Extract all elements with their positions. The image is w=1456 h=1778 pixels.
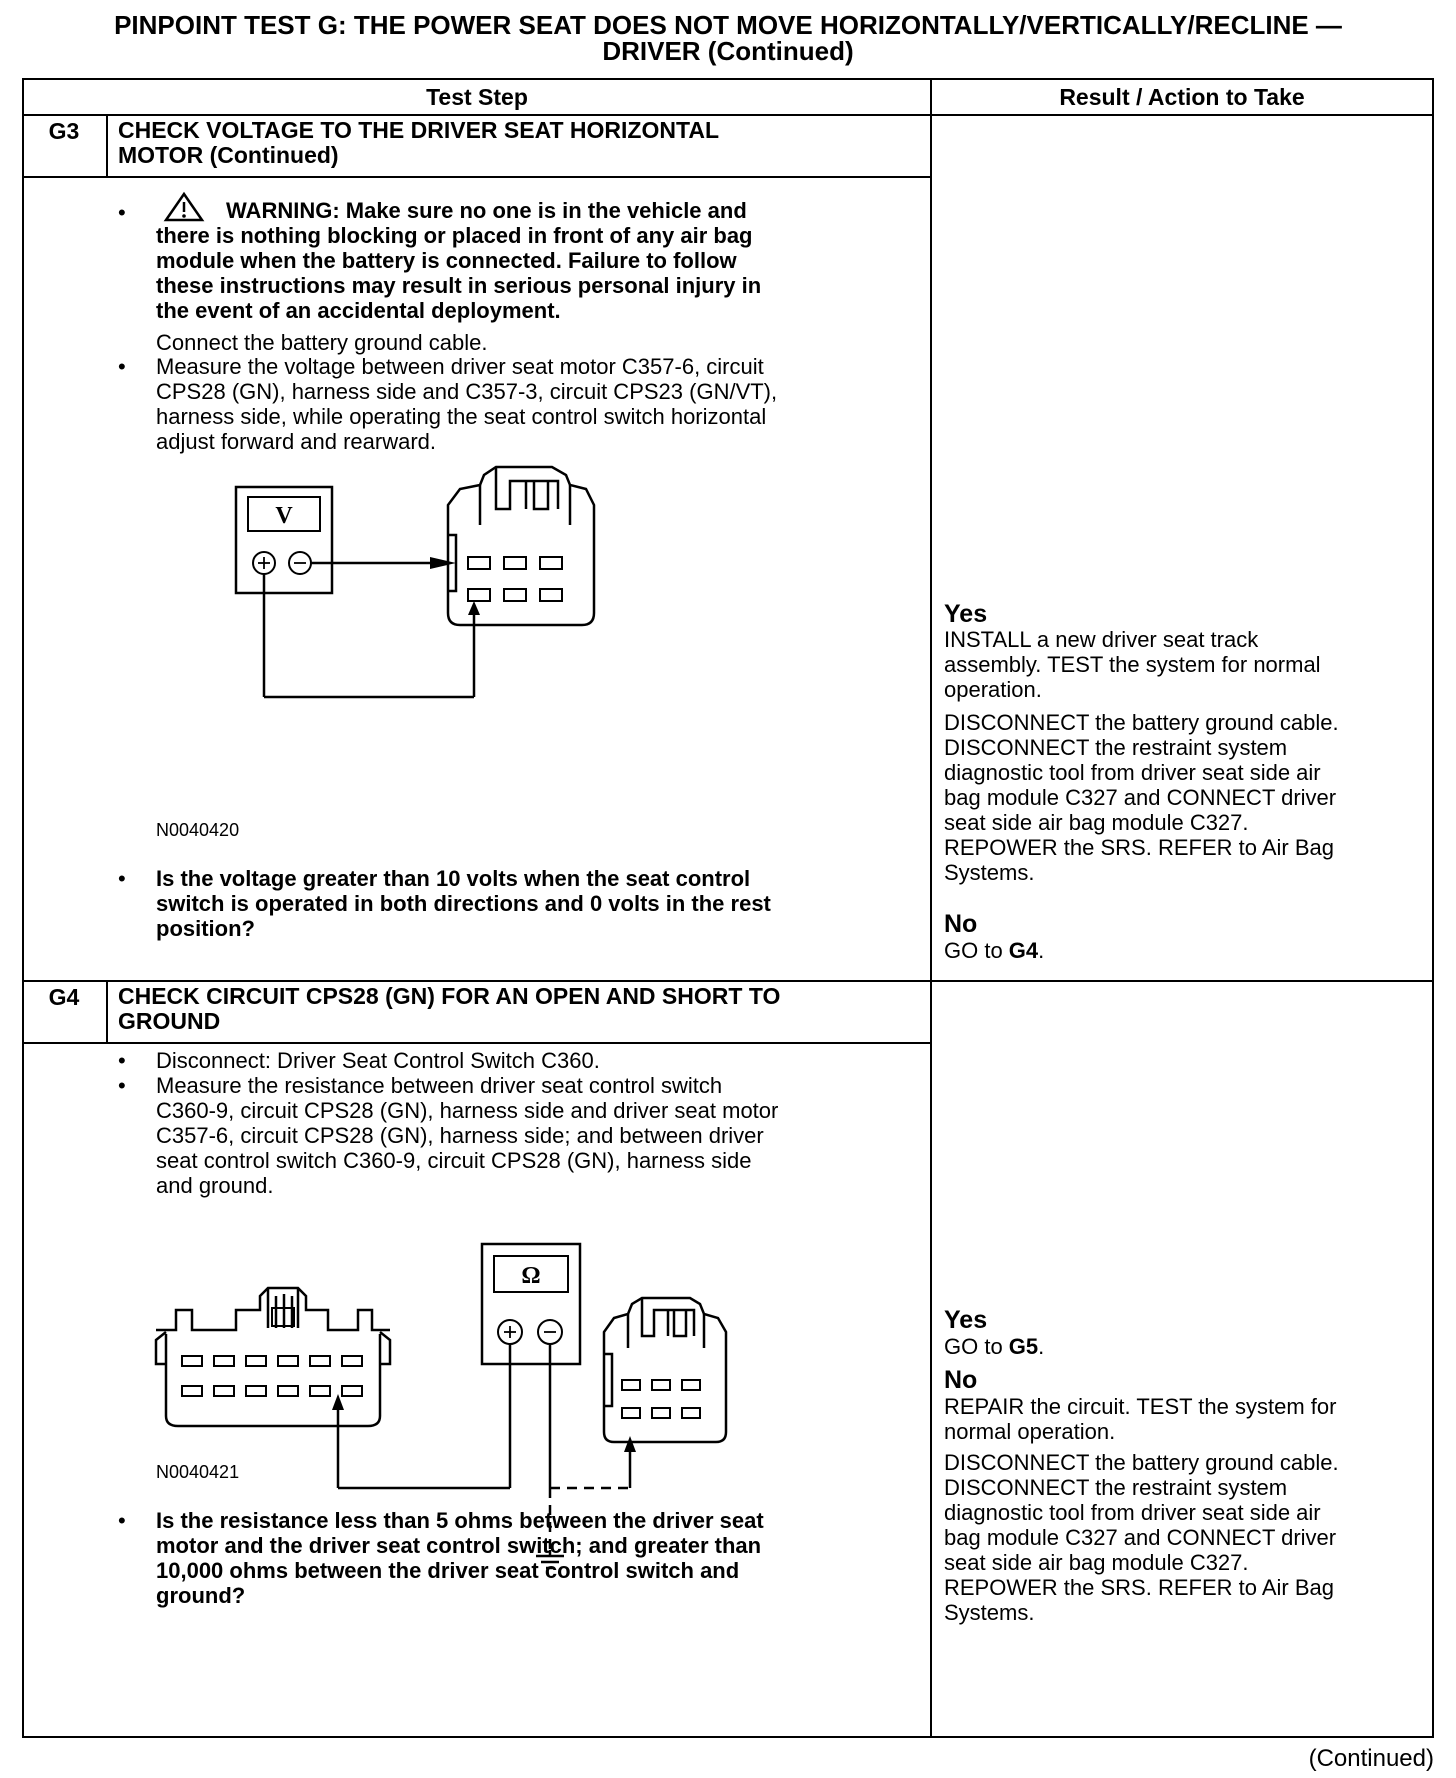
g4-measure-line-5: and ground. — [156, 1173, 274, 1198]
g3-measure-line-1: Measure the voltage between driver seat motor C357-6, circuit — [156, 354, 764, 379]
g3-measure-line-2: CPS28 (GN), harness side and C357-3, circuit CPS23 (GN/VT), — [156, 379, 778, 404]
title-line-1: PINPOINT TEST G: THE POWER SEAT DOES NOT MOVE HORIZONTALLY/VERTICALLY/RECLINE — — [114, 10, 1342, 40]
g3-yes-text2 — [944, 710, 1424, 885]
g3-yes2-line-5: seat side air bag module C327. — [944, 810, 1249, 835]
header-result: Result / Action to Take — [1059, 84, 1305, 110]
warning-line-1: WARNING: Make sure no one is in the vehicle and — [226, 198, 747, 223]
ohmmeter-symbol: Ω — [521, 1263, 541, 1289]
figure-id-g3: N0040420 — [156, 820, 240, 840]
g3-measure-text — [156, 354, 916, 454]
g4-title-divider — [24, 1042, 930, 1044]
g4-yes-label: Yes — [944, 1306, 988, 1334]
step-title-g3 — [118, 118, 719, 168]
figure-id-g4: N0040421 — [156, 1462, 240, 1482]
g3-no-suffix: . — [1038, 938, 1045, 963]
g3-yes2-line-3: diagnostic tool from driver seat side air — [944, 760, 1321, 785]
bullet: • — [118, 1048, 126, 1073]
g4-question-line-2: motor and the driver seat control switch; and greater than — [156, 1533, 762, 1558]
g3-yes2-line-1: DISCONNECT the battery ground cable. — [944, 710, 1339, 735]
connector-c357 — [604, 1298, 726, 1442]
g4-question-line-3: 10,000 ohms between the driver seat control switch and — [156, 1558, 740, 1583]
g4-question-line-1: Is the resistance less than 5 ohms between the driver seat — [156, 1508, 764, 1533]
g3-yes2-line-6: REPOWER the SRS. REFER to Air Bag — [944, 835, 1335, 860]
g3-yes2-line-4: bag module C327 and CONNECT driver — [944, 785, 1337, 810]
g4-no-text — [944, 1394, 1424, 1444]
bullet: • — [118, 1073, 126, 1098]
step-title-g3-line2: MOTOR (Continued) — [118, 142, 339, 168]
g3-yes-label: Yes — [944, 600, 988, 628]
g4-measure-line-1: Measure the resistance between driver seat control switch — [156, 1073, 723, 1098]
g3-yes-line-1: INSTALL a new driver seat track — [944, 627, 1259, 652]
g3-question-line-1: Is the voltage greater than 10 volts when the seat control — [156, 866, 751, 891]
g4-yes-ref-link[interactable]: G5 — [1008, 1334, 1039, 1359]
g4-measure-line-4: seat control switch C360-9, circuit CPS28 (GN), harness side — [156, 1148, 752, 1173]
column-divider — [930, 80, 932, 1736]
g3-question-line-3: position? — [156, 916, 255, 941]
g4-no2-line-5: seat side air bag module C327. — [944, 1550, 1249, 1575]
g4-no2-line-7: Systems. — [944, 1600, 1035, 1625]
step-id-g4: G4 — [48, 984, 80, 1010]
g3-measure-line-4: adjust forward and rearward. — [156, 429, 437, 454]
header-test-step: Test Step — [426, 84, 528, 110]
g4-no2-line-6: REPOWER the SRS. REFER to Air Bag — [944, 1575, 1335, 1600]
g3-yes-line-3: operation. — [944, 677, 1042, 702]
step-title-g3-line1: CHECK VOLTAGE TO THE DRIVER SEAT HORIZONTAL — [118, 117, 719, 143]
step-separator — [24, 980, 1432, 982]
g4-measure-line-2: C360-9, circuit CPS28 (GN), harness side and driver seat motor — [156, 1098, 779, 1123]
g4-no2-line-1: DISCONNECT the battery ground cable. — [944, 1450, 1339, 1475]
connect-instruction: Connect the battery ground cable. — [156, 330, 488, 355]
bullet: • — [118, 354, 126, 379]
g4-yes-suffix: . — [1038, 1334, 1045, 1359]
g4-question-line-4: ground? — [156, 1583, 246, 1608]
pinpoint-test-table — [22, 78, 1434, 1738]
warning-line-5: the event of an accidental deployment. — [156, 298, 561, 323]
warning-line-4: these instructions may result in serious personal injury in — [156, 273, 762, 298]
g3-yes-line-2: assembly. TEST the system for normal — [944, 652, 1321, 677]
continued-label: (Continued) — [1308, 1745, 1434, 1772]
voltage-test-diagram — [234, 465, 654, 705]
bullet: • — [118, 200, 126, 225]
g4-no-label: No — [944, 1366, 978, 1394]
warning-text — [156, 198, 916, 323]
g4-measure-line-3: C357-6, circuit CPS28 (GN), harness side; and between driver — [156, 1123, 764, 1148]
g4-no2-line-4: bag module C327 and CONNECT driver — [944, 1525, 1337, 1550]
g4-yes-prefix: GO to — [944, 1334, 1009, 1359]
g4-measure-text — [156, 1073, 916, 1198]
step-title-g4-line2: GROUND — [118, 1008, 221, 1034]
connector-c357 — [448, 467, 594, 625]
g3-no-prefix: GO to — [944, 938, 1009, 963]
voltmeter-symbol: V — [275, 503, 293, 529]
g3-no-text — [944, 938, 1044, 963]
g3-title-divider — [24, 176, 930, 178]
step-title-g4 — [118, 984, 780, 1034]
g4-yes-text — [944, 1334, 1044, 1359]
bullet: • — [118, 866, 126, 891]
g3-yes2-line-2: DISCONNECT the restraint system — [944, 735, 1288, 760]
g4-question — [156, 1508, 916, 1608]
g3-question — [156, 866, 916, 941]
step-id-g3: G3 — [48, 118, 80, 144]
connector-c360 — [156, 1288, 390, 1426]
g4-no-text2 — [944, 1450, 1424, 1625]
g3-yes-text — [944, 627, 1424, 702]
g3-measure-line-3: harness side, while operating the seat control switch horizontal — [156, 404, 767, 429]
g4-disconnect: Disconnect: Driver Seat Control Switch C360. — [156, 1048, 600, 1073]
warning-line-3: module when the battery is connected. Failure to follow — [156, 248, 737, 273]
title-line-2: DRIVER (Continued) — [602, 36, 854, 66]
g4-no2-line-3: diagnostic tool from driver seat side air — [944, 1500, 1321, 1525]
g4-no-line-2: normal operation. — [944, 1419, 1116, 1444]
g3-yes2-line-7: Systems. — [944, 860, 1035, 885]
g4-id-divider — [106, 980, 108, 1042]
g4-no2-line-2: DISCONNECT the restraint system — [944, 1475, 1288, 1500]
header-divider — [24, 114, 1432, 116]
g3-no-ref-link[interactable]: G4 — [1008, 938, 1039, 963]
warning-line-2: there is nothing blocking or placed in front of any air bag — [156, 223, 753, 248]
g3-no-label: No — [944, 910, 978, 938]
bullet: • — [118, 1508, 126, 1533]
g4-no-line-1: REPAIR the circuit. TEST the system for — [944, 1394, 1337, 1419]
g3-id-divider — [106, 114, 108, 176]
g3-question-line-2: switch is operated in both directions and 0 volts in the rest — [156, 891, 771, 916]
step-title-g4-line1: CHECK CIRCUIT CPS28 (GN) FOR AN OPEN AND SHORT TO — [118, 983, 781, 1009]
page-title — [0, 12, 1456, 64]
